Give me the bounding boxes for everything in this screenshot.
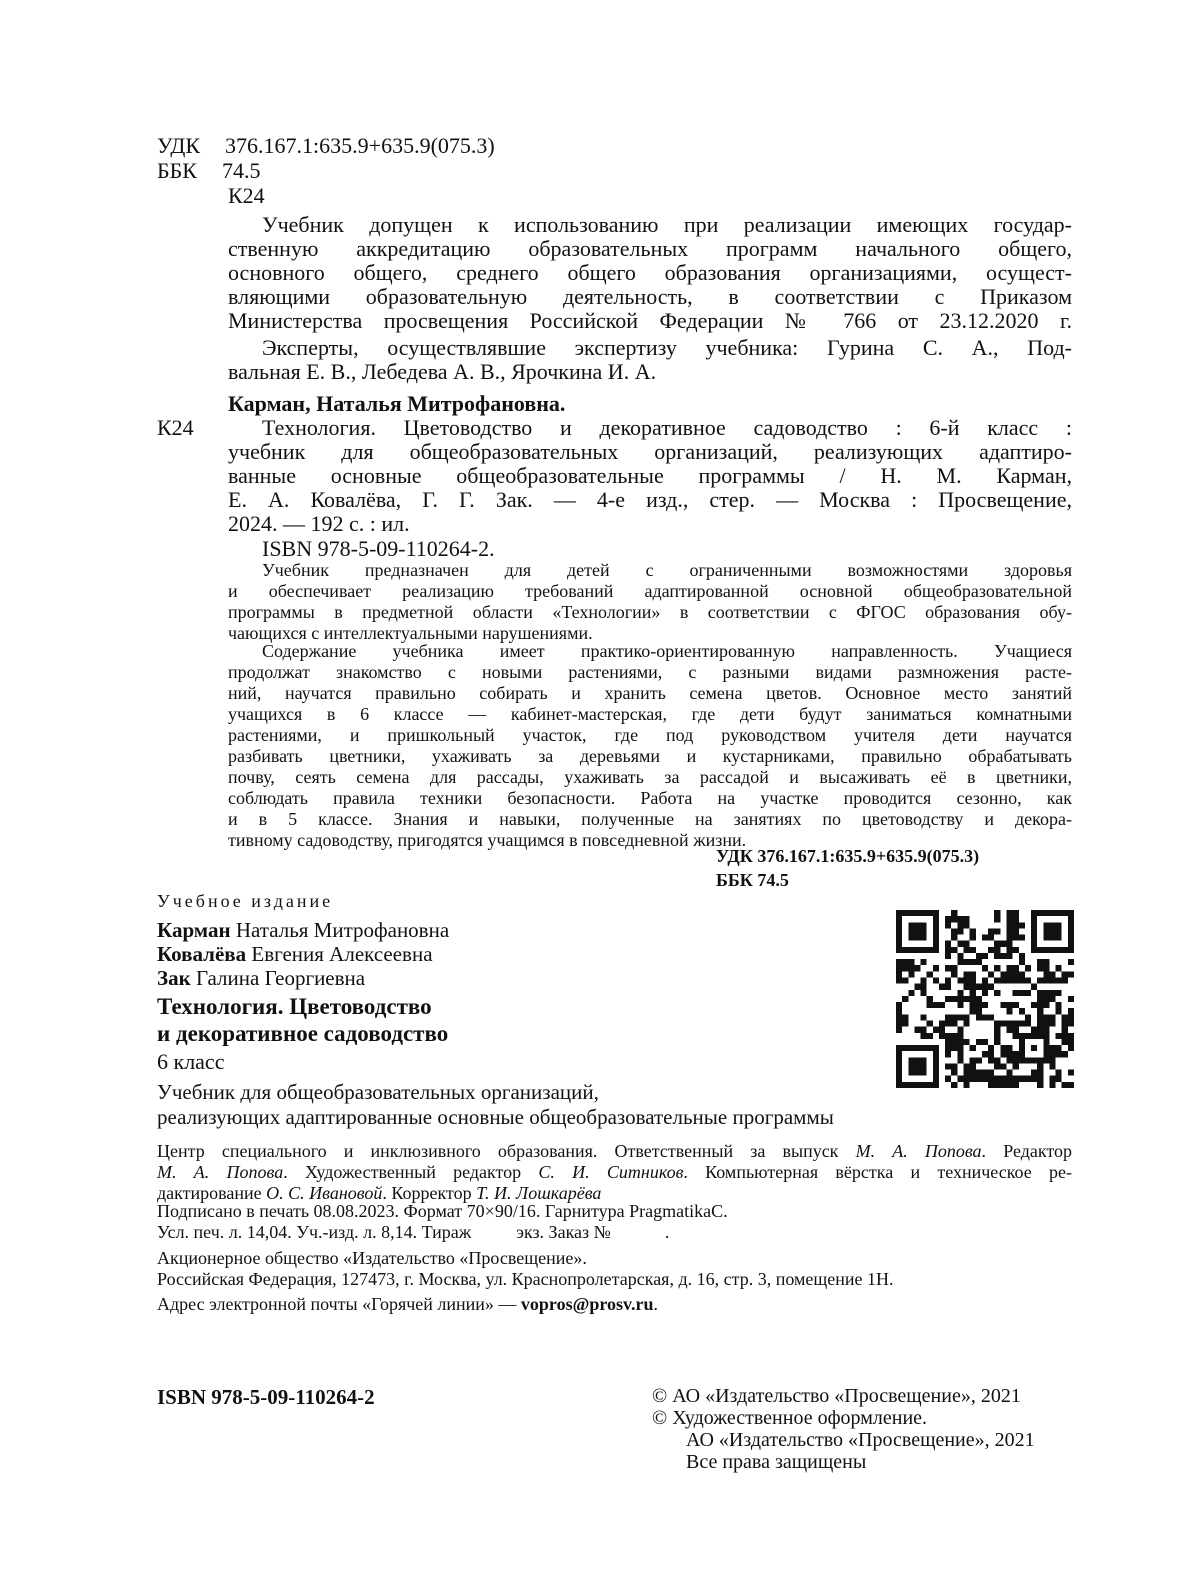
annotation-line: соблюдать правила техники безопасности. Работа на участке проводится сезонно, как [228, 788, 1072, 808]
print-line: Подписано в печать 08.08.2023. Формат 70×90/16. Гарнитура PragmatikaC. [157, 1201, 728, 1221]
experts-paragraph [228, 336, 1072, 384]
author-name: Наталья Митрофановна [235, 918, 450, 942]
udk-value: 376.167.1:635.9+635.9(075.3) [225, 133, 495, 158]
biblio-mark: К24 [157, 415, 194, 440]
experts-line: вальная Е. В., Лебедева А. В., Ярочкина И. А. [228, 359, 657, 384]
staff-person: М. А. Попова [855, 1141, 982, 1161]
annotation-line: чающихся с интеллектуальными нарушениями. [228, 623, 593, 643]
udk-label: УДК [157, 133, 201, 158]
biblio-line: учебник для общеобразовательных организаций, реализующих адаптиро- [228, 439, 1072, 464]
author-surname: Карман [157, 918, 231, 942]
authors-list [157, 918, 449, 990]
annotation-2 [228, 641, 1072, 851]
edition-type: Учебное издание [157, 891, 334, 911]
author-name: Галина Георгиевна [195, 966, 366, 990]
approval-line: Министерства просвещения Российской Федерации № 766 от 23.12.2020 г. [228, 308, 1072, 333]
copyright-block [652, 1385, 1035, 1473]
annotation-line: растениями, и пришкольный участок, где под руководством учителя дети научатся [228, 725, 1072, 745]
experts-line: Эксперты, осуществлявшие экспертизу учебника: Гурина С. А., Под- [262, 335, 1072, 360]
staff-text: . Корректор [382, 1183, 477, 1203]
approval-line: ственную аккредитацию образовательных программ начального общего, [228, 236, 1072, 261]
author-surname: Зак [157, 966, 191, 990]
annotation-line: разбивать цветники, ухаживать за деревьями и кустарниками, правильно обрабатывать [228, 746, 1072, 766]
copyright-line: © АО «Издательство «Просвещение», 2021 [652, 1385, 1021, 1407]
print-line: Усл. печ. л. 14,04. Уч.-изд. л. 8,14. Тираж экз. Заказ № . [157, 1222, 670, 1242]
email-label: Адрес электронной почты «Горячей линии» — [157, 1294, 521, 1314]
subtitle-line: реализующих адаптированные основные общеобразовательные программы [157, 1105, 834, 1129]
author-name: Евгения Алексеевна [251, 942, 433, 966]
author-entry [157, 966, 449, 990]
staff-line [157, 1162, 1072, 1183]
staff-person: Т. И. Лошкарёва [476, 1183, 602, 1203]
approval-line: вляющими образовательную деятельность, в соответствии с Приказом [228, 284, 1072, 309]
author-surname: Ковалёва [157, 942, 247, 966]
annotation-line: тивному садоводству, пригодятся учащимся в повседневной жизни. [228, 830, 747, 850]
staff-person: М. А. Попова [157, 1162, 284, 1182]
annotation-line: и в 5 классе. Знания и навыки, полученные на занятиях по цветоводству и декора- [228, 809, 1072, 829]
subtitle-line: Учебник для общеобразовательных организаций, [157, 1080, 599, 1104]
annotation-line: и обеспечивает реализацию требований адаптированной основной общеобразовательной [228, 581, 1072, 601]
biblio-line: ванные основные общеобразовательные программы / Н. М. Карман, [228, 463, 1072, 488]
bbk-value: 74.5 [221, 158, 261, 183]
biblio-line: Е. А. Ковалёва, Г. Г. Зак. — 4-е изд., стер. — Москва : Просвещение, [228, 487, 1072, 512]
approval-line: основного общего, среднего общего образования организациями, осущест- [228, 260, 1072, 285]
bbk-label: ББК [157, 158, 197, 183]
staff-text: . Редактор [981, 1141, 1072, 1161]
grade: 6 класс [157, 1049, 225, 1074]
approval-paragraph [228, 213, 1072, 333]
biblio-author-heading: Карман, Наталья Митрофановна. [228, 391, 566, 416]
bbk-top [157, 159, 260, 183]
biblio-line: 2024. — 192 с. : ил. [228, 511, 410, 536]
qr-code-icon [896, 910, 1074, 1088]
email-address: vopros@prosv.ru [520, 1294, 654, 1314]
copyright-line: Все права защищены [686, 1451, 867, 1473]
book-title-line: и декоративное садоводство [157, 1021, 449, 1046]
staff-text: . Художественный редактор [283, 1162, 539, 1182]
staff-line [157, 1141, 1072, 1162]
annotation-line: программы в предметной области «Технологии» в соответствии с ФГОС образования обу- [228, 602, 1072, 622]
publisher-info [157, 1248, 893, 1290]
biblio-isbn: ISBN 978-5-09-110264-2. [262, 536, 495, 561]
email-end: . [653, 1294, 659, 1314]
isbn-bottom: ISBN 978-5-09-110264-2 [157, 1385, 375, 1409]
annotation-line: ний, научатся правильно собирать и хранить семена цветов. Основное место занятий [228, 683, 1072, 703]
copyright-line: © Художественное оформление. [652, 1407, 928, 1429]
annotation-line: почву, сеять семена для рассады, ухаживать за рассадой и высаживать её в цветники, [228, 767, 1072, 787]
book-title-line: Технология. Цветоводство [157, 994, 432, 1019]
hotline-email [157, 1294, 658, 1315]
bbk-bottom: ББК 74.5 [716, 870, 789, 890]
annotation-line: Учебник предназначен для детей с ограниченными возможностями здоровья [262, 560, 1072, 580]
udk-bottom: УДК 376.167.1:635.9+635.9(075.3) [716, 846, 980, 866]
annotation-line: учащихся в 6 классе — кабинет-мастерская, где дети будут заниматься комнатными [228, 704, 1072, 724]
staff-person: О. С. Ивановой [266, 1183, 383, 1203]
staff-credits [157, 1141, 1072, 1204]
print-info [157, 1201, 728, 1243]
author-entry [157, 942, 449, 966]
staff-person: С. И. Ситников [538, 1162, 684, 1182]
staff-text: Центр специального и инклюзивного образования. Ответственный за выпуск [157, 1141, 856, 1161]
publisher-line: Акционерное общество «Издательство «Просвещение». [157, 1248, 587, 1268]
approval-line: Учебник допущен к использованию при реализации имеющих государ- [262, 212, 1072, 237]
annotation-line: Содержание учебника имеет практико-ориентированную направленность. Учащиеся [262, 641, 1072, 661]
staff-text: . Компьютерная вёрстка и техническое ре- [683, 1162, 1072, 1182]
annotation-1 [228, 560, 1072, 644]
copyright-line: АО «Издательство «Просвещение», 2021 [686, 1429, 1035, 1451]
author-mark-top: К24 [228, 183, 265, 208]
book-title [157, 993, 448, 1047]
biblio-record [228, 416, 1072, 536]
publisher-line: Российская Федерация, 127473, г. Москва, ул. Краснопролетарская, д. 16, стр. 3, помещение 1Н. [157, 1269, 894, 1289]
udk-top [157, 134, 495, 158]
biblio-line: Технология. Цветоводство и декоративное садоводство : 6-й класс : [262, 415, 1072, 440]
book-subtitle [157, 1080, 834, 1130]
staff-text: дактирование [157, 1183, 267, 1203]
annotation-line: продолжат знакомство с новыми растениями, с разными видами размножения расте- [228, 662, 1072, 682]
author-entry [157, 918, 449, 942]
